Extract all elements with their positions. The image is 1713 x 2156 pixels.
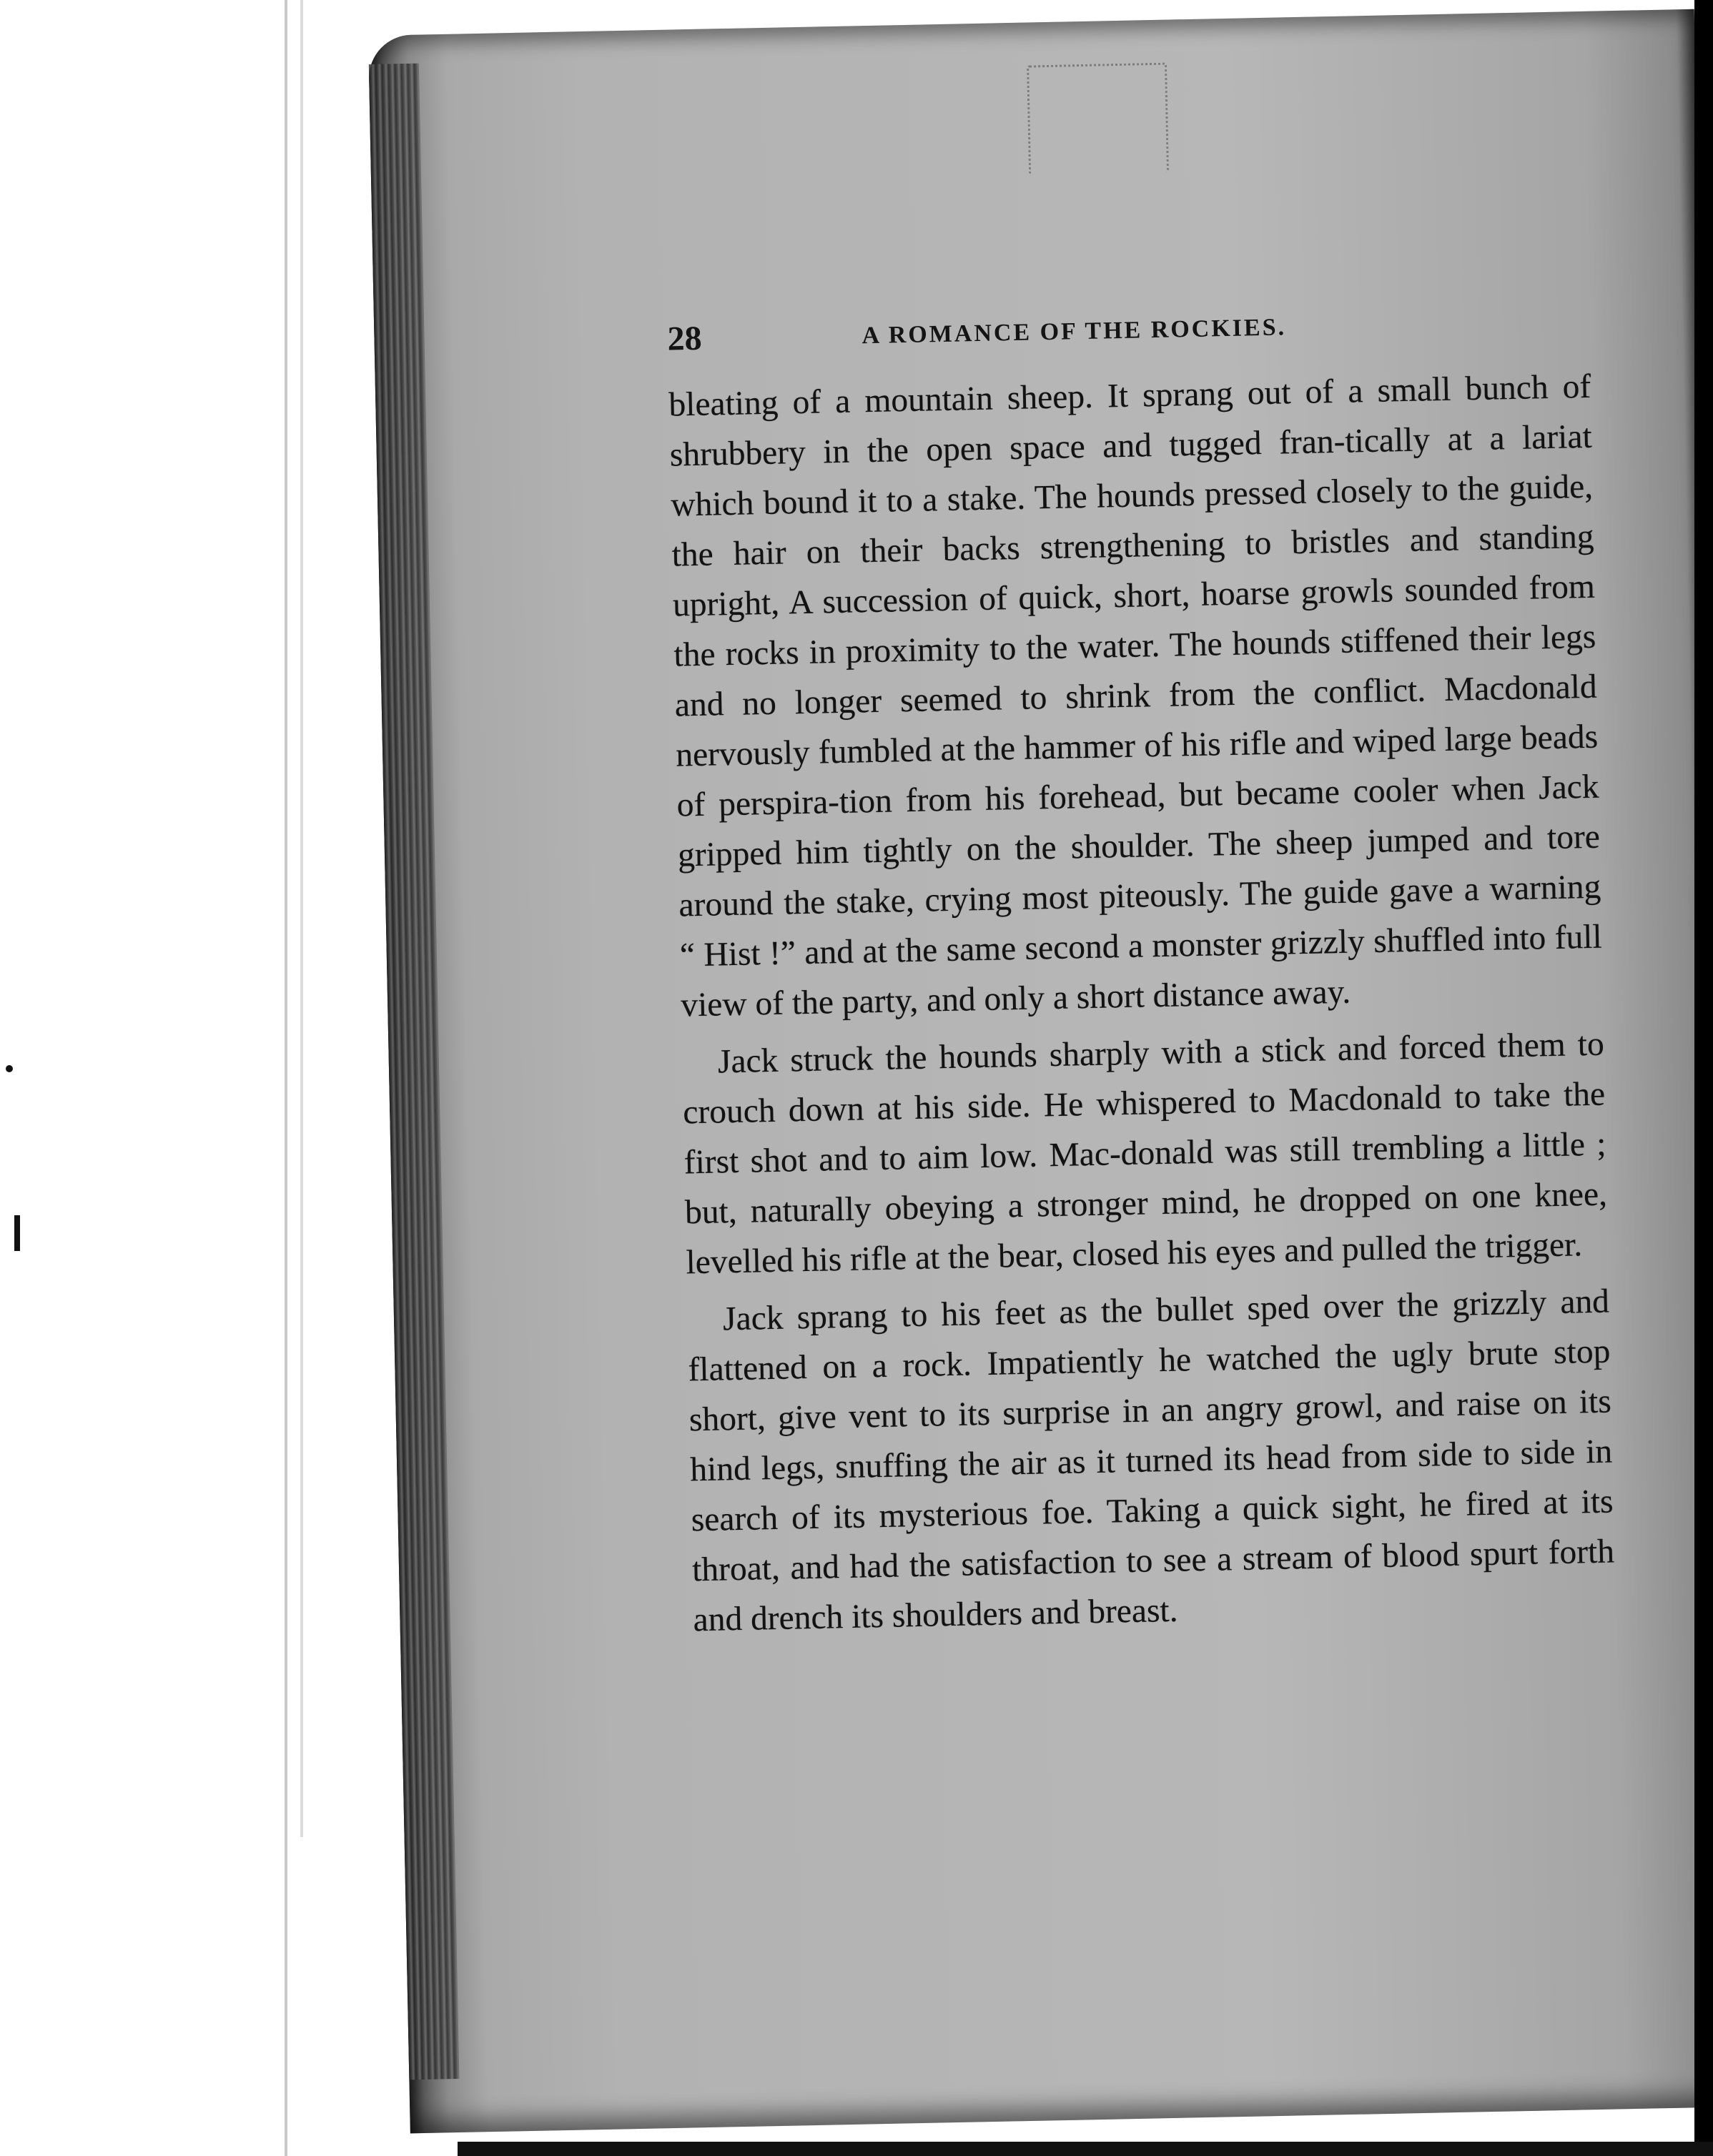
scan-speck xyxy=(6,1065,13,1072)
page-edges xyxy=(369,64,460,2080)
scan-speck xyxy=(14,1215,20,1251)
body-text xyxy=(668,362,1616,1646)
book-page xyxy=(368,9,1713,2134)
scan-border-bottom xyxy=(458,2142,1713,2156)
page-header xyxy=(667,302,1539,358)
library-stamp-mark xyxy=(1027,63,1169,175)
scan-border-right xyxy=(1694,0,1713,2156)
page-number: 28 xyxy=(667,319,703,358)
paragraph: Jack struck the hounds sharply with a stick and forced them to crouch down at his side. He whispered to Macdonald to take the first shot and to aim low. Mac-donald was still trembling a little ; but, naturally obeying a stronger mind, he dropped on one knee, levelled his rifle at the bear, closed his eyes and pulled the trigger. xyxy=(682,1025,1608,1282)
paragraph: bleating of a mountain sheep. It sprang out of a small bunch of shrubbery in the open space and tugged fran-tically at a lariat which bound it to a stake. The hounds pressed closely to the guide, the hair on their backs strengthening to bristles and standing upright, A succession of quick, short, hoarse growls sounded from the rocks in proximity to the water. The hounds stiffened their legs and no longer seemed to shrink from the conflict. Macdonald nervously fumbled at the hammer of his rifle and wiped large beads of perspira-tion from his forehead, but became cooler when Jack gripped him tightly on the shoulder. The sheep jumped and tore around the stake, crying most piteously. The guide gave a warning “ Hist !” and at the same second a monster grizzly shuffled into full view of the party, and only a short distance away. xyxy=(668,367,1603,1024)
running-head: A ROMANCE OF THE ROCKIES. xyxy=(862,314,1287,350)
paragraph: Jack sprang to his feet as the bullet sped over the grizzly and flattened on a rock. Impatiently he watched the ugly brute stop short, give vent to its surprise in an angry growl, and raise on its hind legs, snuffing the air as it turned its head from side to side in search of its mysterious foe. Taking a quick sight, he fired at its throat, and had the satisfaction to see a stream of blood spurt forth and drench its shoulders and breast. xyxy=(688,1282,1615,1639)
scan-margin-rule xyxy=(285,0,287,2156)
scan-margin-rule-inner xyxy=(300,0,303,1837)
